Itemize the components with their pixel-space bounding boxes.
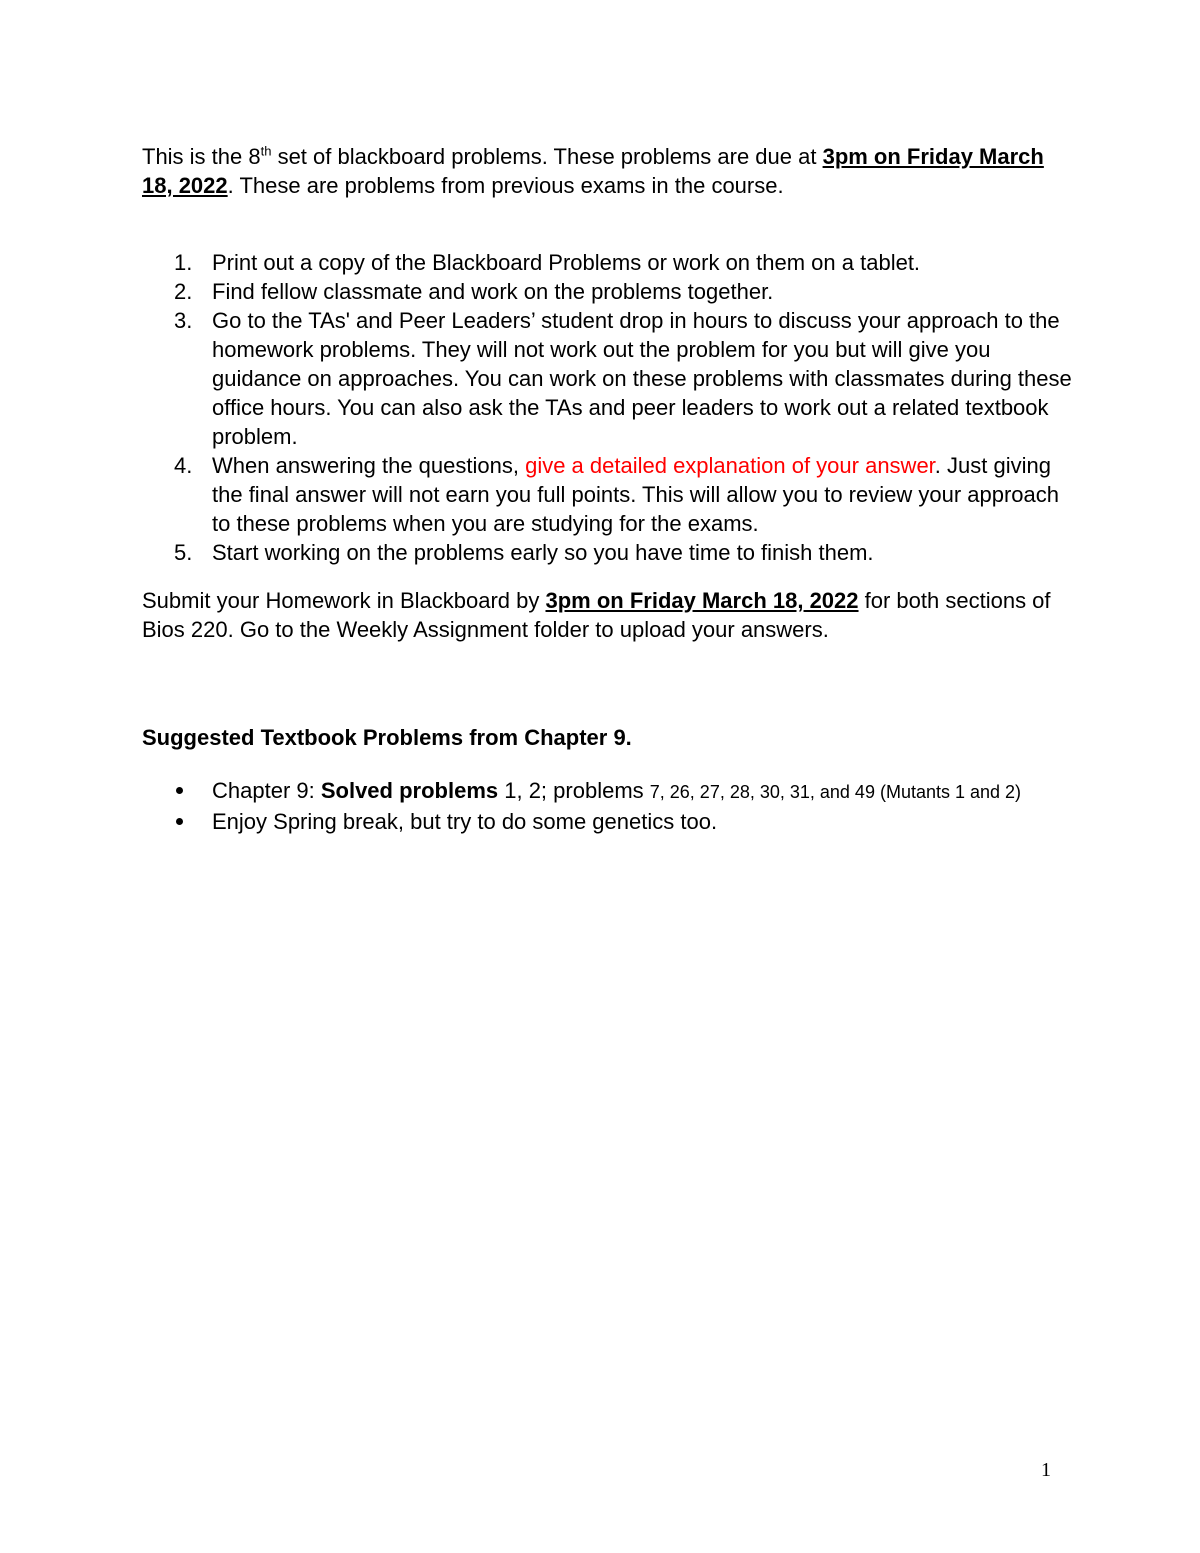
intro-text-middle: set of blackboard problems. These problems are due at xyxy=(271,144,823,169)
instruction-item xyxy=(142,248,1072,277)
instruction-text-after: . Just giving the final answer will not earn you full points. This will allow you to review your approach to these problems when you are studying for the exams. xyxy=(212,453,1060,536)
submit-paragraph xyxy=(142,586,1072,644)
page-number: 1 xyxy=(1041,1459,1051,1481)
intro-paragraph xyxy=(142,142,1072,200)
suggested-item xyxy=(142,776,1072,807)
instruction-item xyxy=(142,538,1072,567)
instructions-list xyxy=(142,248,1072,567)
suggested-item xyxy=(142,807,1072,836)
suggested-list xyxy=(142,776,1072,836)
instruction-text: Start working on the problems early so you have time to finish them. xyxy=(212,540,874,565)
bullet-icon xyxy=(176,787,183,794)
instruction-text: Find fellow classmate and work on the problems together. xyxy=(212,279,774,304)
suggested-problems: 7, 26, 27, 28, 30, 31, and 49 (Mutants 1 and 2) xyxy=(649,782,1022,802)
submit-due-date: 3pm on Friday March 18, 2022 xyxy=(545,588,859,613)
instruction-text-before: When answering the questions, xyxy=(212,453,526,478)
instruction-number: 5. xyxy=(174,540,193,565)
suggested-mid: 1, 2; problems xyxy=(498,778,650,803)
instruction-number: 1. xyxy=(174,250,193,275)
submit-text-start: Submit your Homework in Blackboard by xyxy=(142,588,546,613)
instruction-number: 3. xyxy=(174,308,193,333)
intro-text-end: . These are problems from previous exams in the course. xyxy=(227,173,784,198)
intro-due-date: 3pm on Friday March 18, 2022 xyxy=(142,144,1044,198)
intro-text-start: This is the 8 xyxy=(142,144,261,169)
instruction-item xyxy=(142,306,1072,451)
suggested-text: Enjoy Spring break, but try to do some genetics too. xyxy=(212,809,718,834)
suggested-lead: Chapter 9: xyxy=(212,778,321,803)
suggested-bold: Solved problems xyxy=(320,778,499,803)
instruction-text: Print out a copy of the Blackboard Problems or work on them on a tablet. xyxy=(212,250,921,275)
instruction-number: 4. xyxy=(174,453,193,478)
submit-text-end: for both sections of Bios 220. Go to the Weekly Assignment folder to upload your answers. xyxy=(142,588,1051,642)
instruction-text: Go to the TAs' and Peer Leaders’ student drop in hours to discuss your approach to the homework problems. They will not work out the problem for you but will give you guidance on approaches. You can work on these problems with classmates during these office hours. You can also ask the TAs and peer leaders to work out a related textbook problem. xyxy=(212,308,1072,449)
bullet-icon xyxy=(176,818,183,825)
instruction-item xyxy=(142,451,1072,538)
instruction-item xyxy=(142,277,1072,306)
instruction-number: 2. xyxy=(174,279,193,304)
instruction-highlight: give a detailed explanation of your answer xyxy=(525,453,935,478)
suggested-heading: Suggested Textbook Problems from Chapter 9. xyxy=(142,725,632,750)
intro-superscript: th xyxy=(260,143,272,159)
